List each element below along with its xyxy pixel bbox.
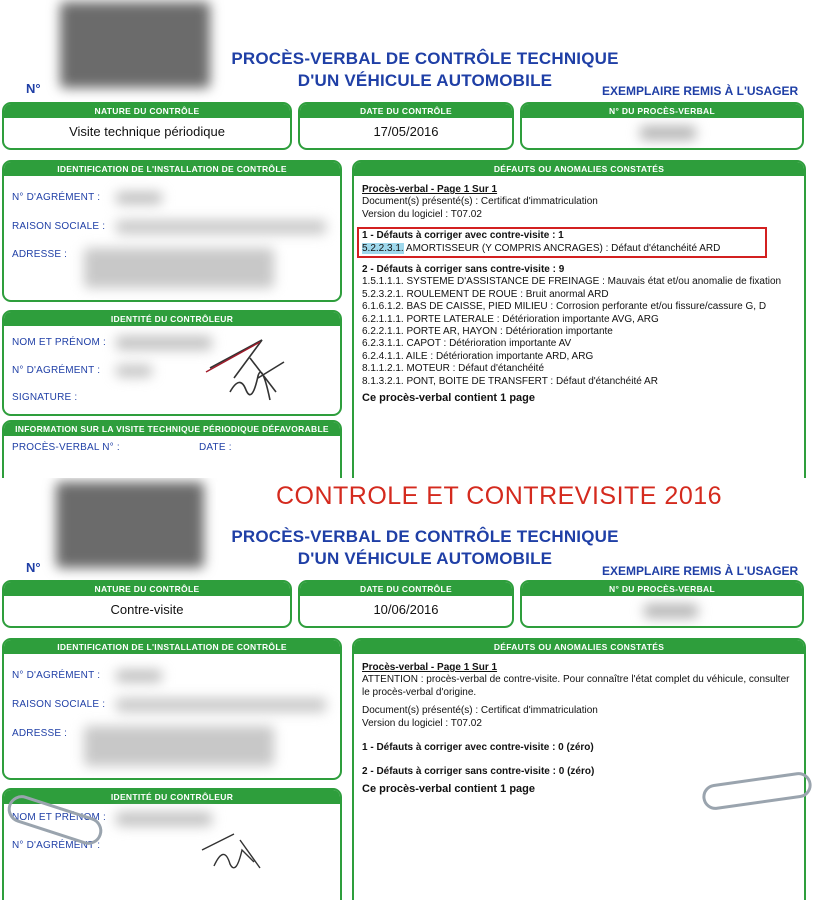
nature-controle-value: Visite technique périodique xyxy=(69,124,225,139)
numero-pv-box xyxy=(520,580,804,628)
info-visite-defavorable-header: INFORMATION SUR LA VISITE TECHNIQUE PÉRIODIQUE DÉFAVORABLE xyxy=(4,422,340,436)
exemplaire-usager-label: EXEMPLAIRE REMIS À L'USAGER xyxy=(602,84,799,98)
defect-item: 6.2.3.1.1. CAPOT : Détérioration importante AV xyxy=(362,338,572,350)
attention-notice: ATTENTION : procès-verbal de contre-visite. Pour connaître l'état complet du véhicule, consulter le procès-verbal d'origine. xyxy=(362,674,790,698)
title-line-1: PROCÈS-VERBAL DE CONTRÔLE TECHNIQUE xyxy=(231,527,619,546)
raison-sociale-label: RAISON SOCIALE : xyxy=(12,221,106,232)
nom-prenom-label: NOM ET PRÉNOM : xyxy=(12,337,106,348)
numero-pv-header: N° DU PROCÈS-VERBAL xyxy=(522,582,802,596)
page-count-footer: Ce procès-verbal contient 1 page xyxy=(362,392,535,405)
title-line-1: PROCÈS-VERBAL DE CONTRÔLE TECHNIQUE xyxy=(231,49,619,68)
section-1-title: 1 - Défauts à corriger avec contre-visite : 1 xyxy=(362,230,564,242)
defauts-box xyxy=(352,160,806,478)
defect-item: 6.1.6.1.2. BAS DE CAISSE, PIED MILIEU : Corrosion perforante et/ou fissure/cassure G, D xyxy=(362,301,767,313)
installation-header: IDENTIFICATION DE L'INSTALLATION DE CONTRÔLE xyxy=(4,162,340,176)
agrement-controleur-label: N° D'AGRÉMENT : xyxy=(12,840,101,851)
document-number-label: N° xyxy=(26,560,41,575)
info-date-label: DATE : xyxy=(199,442,232,453)
redacted-agrement xyxy=(116,670,162,682)
defect-item: 8.1.1.2.1. MOTEUR : Défaut d'étanchéité xyxy=(362,363,545,375)
section-2-title: 2 - Défauts à corriger sans contre-visite : 0 (zéro) xyxy=(362,766,595,778)
exemplaire-usager-label: EXEMPLAIRE REMIS À L'USAGER xyxy=(602,564,799,578)
agrement-controleur-label: N° D'AGRÉMENT : xyxy=(12,365,101,376)
section-1-item-text: AMORTISSEUR (Y COMPRIS ANCRAGES) : Défaut d'étanchéité ARD xyxy=(403,242,721,254)
adresse-label: ADRESSE : xyxy=(12,249,68,260)
page-info: Procès-verbal - Page 1 Sur 1 xyxy=(362,184,498,195)
controleur-header: IDENTITÉ DU CONTRÔLEUR xyxy=(4,312,340,326)
date-controle-value: 10/06/2016 xyxy=(373,602,439,617)
highlighted-defect-box xyxy=(357,227,767,258)
nom-prenom-label: NOM ET PRÉNOM : xyxy=(12,812,106,823)
redacted-raison-sociale xyxy=(116,698,326,712)
redacted-adresse xyxy=(84,248,274,288)
defect-item: 8.1.3.2.1. PONT, BOITE DE TRANSFERT : Défaut d'étanchéité AR xyxy=(362,375,658,387)
info-visite-defavorable-box xyxy=(2,420,342,478)
installation-box xyxy=(2,638,342,780)
numero-pv-box xyxy=(520,102,804,150)
redacted-adresse xyxy=(84,726,274,766)
section-2-title: 2 - Défauts à corriger sans contre-visite : 9 xyxy=(362,264,565,276)
controleur-box xyxy=(2,310,342,416)
defect-item: 5.2.3.2.1. ROULEMENT DE ROUE : Bruit anormal ARD xyxy=(362,288,609,300)
document-title xyxy=(230,526,620,570)
signature-image xyxy=(200,328,310,408)
defauts-header: DÉFAUTS OU ANOMALIES CONSTATÉS xyxy=(354,640,804,654)
signature-image xyxy=(194,820,274,880)
nature-controle-box xyxy=(2,580,292,628)
redacted-pv-number xyxy=(640,126,696,140)
numero-pv-header: N° DU PROCÈS-VERBAL xyxy=(522,104,802,118)
info-pv-label: PROCÈS-VERBAL N° : xyxy=(12,442,120,453)
raison-sociale-label: RAISON SOCIALE : xyxy=(12,699,106,710)
section-1-item xyxy=(362,243,762,255)
nature-controle-value: Contre-visite xyxy=(110,602,184,617)
documents-presentes: Document(s) présenté(s) : Certificat d'immatriculation xyxy=(362,705,598,717)
signature-label: SIGNATURE : xyxy=(12,392,78,403)
defect-code-highlight: 5.2.2.3.1. xyxy=(362,242,404,254)
nature-controle-header: NATURE DU CONTRÔLE xyxy=(4,582,290,596)
documents-presentes: Document(s) présenté(s) : Certificat d'immatriculation xyxy=(362,196,598,208)
installation-header: IDENTIFICATION DE L'INSTALLATION DE CONTRÔLE xyxy=(4,640,340,654)
agrement-label: N° D'AGRÉMENT : xyxy=(12,192,101,203)
redacted-logo xyxy=(60,2,210,88)
date-controle-box xyxy=(298,580,514,628)
redacted-logo xyxy=(56,482,204,568)
redacted-nom xyxy=(116,336,212,350)
controleur-header: IDENTITÉ DU CONTRÔLEUR xyxy=(4,790,340,804)
version-logiciel: Version du logiciel : T07.02 xyxy=(362,208,482,220)
date-controle-value: 17/05/2016 xyxy=(373,124,439,139)
defect-item: 6.2.2.1.1. PORTE AR, HAYON : Détérioration importante xyxy=(362,326,613,338)
banner-title: CONTROLE ET CONTREVISITE 2016 xyxy=(216,482,782,510)
redacted-pv-number xyxy=(644,604,698,618)
date-controle-header: DATE DU CONTRÔLE xyxy=(300,104,512,118)
date-controle-box xyxy=(298,102,514,150)
agrement-label: N° D'AGRÉMENT : xyxy=(12,670,101,681)
page-count-footer: Ce procès-verbal contient 1 page xyxy=(362,782,535,795)
defect-item: 6.2.1.1.1. PORTE LATERALE : Détérioration importante AVG, ARG xyxy=(362,313,659,325)
redacted-agrement-controleur xyxy=(116,365,152,377)
version-logiciel: Version du logiciel : T07.02 xyxy=(362,717,482,729)
defect-item: 1.5.1.1.1. SYSTEME D'ASSISTANCE DE FREINAGE : Mauvais état et/ou anomalie de fixation xyxy=(362,276,782,288)
redacted-agrement xyxy=(116,192,162,204)
pv-document-contre-visite xyxy=(0,478,818,900)
defauts-box xyxy=(352,638,806,900)
section-1-title: 1 - Défauts à corriger avec contre-visite : 0 (zéro) xyxy=(362,742,594,754)
installation-box xyxy=(2,160,342,302)
page-info: Procès-verbal - Page 1 Sur 1 xyxy=(362,662,498,673)
document-number-label: N° xyxy=(26,81,41,96)
defauts-header: DÉFAUTS OU ANOMALIES CONSTATÉS xyxy=(354,162,804,176)
redacted-raison-sociale xyxy=(116,220,326,234)
title-line-2: D'UN VÉHICULE AUTOMOBILE xyxy=(297,549,553,568)
defects-list xyxy=(362,184,798,405)
date-controle-header: DATE DU CONTRÔLE xyxy=(300,582,512,596)
defect-item: 6.2.4.1.1. AILE : Détérioration importante ARD, ARG xyxy=(362,350,594,362)
nature-controle-box xyxy=(2,102,292,150)
adresse-label: ADRESSE : xyxy=(12,728,68,739)
title-line-2: D'UN VÉHICULE AUTOMOBILE xyxy=(297,71,553,90)
document-title xyxy=(230,48,620,92)
defects-list xyxy=(362,662,798,795)
nature-controle-header: NATURE DU CONTRÔLE xyxy=(4,104,290,118)
